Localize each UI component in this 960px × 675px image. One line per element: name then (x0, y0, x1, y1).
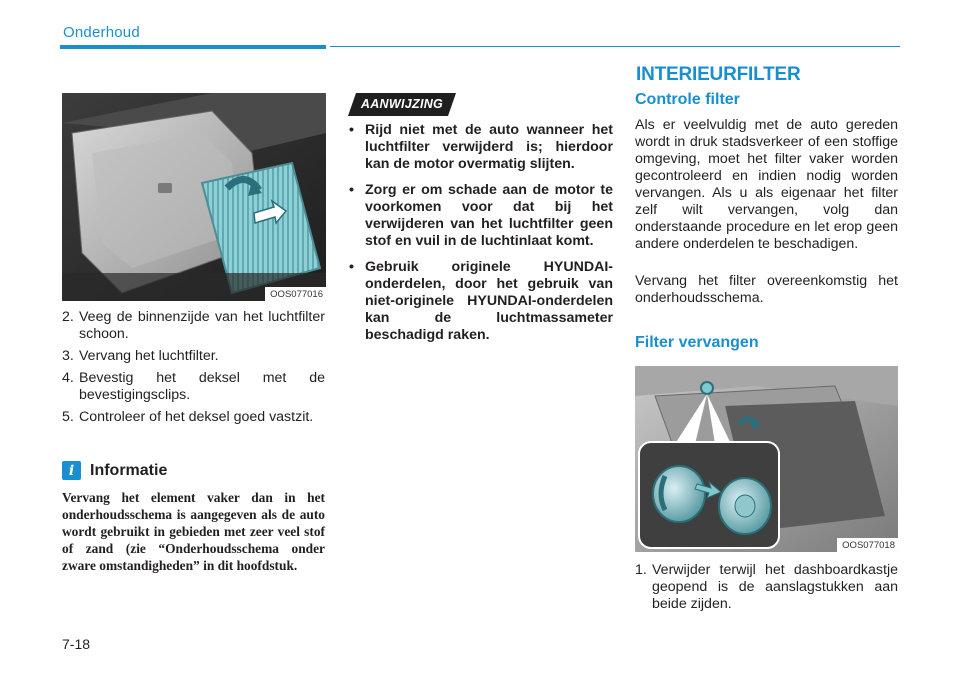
air-filter-illustration (62, 93, 326, 301)
bullet-text: Zorg er om schade aan de motor te voorkomen voor dat bij het verwijderen van het luchtfilter geen stof en vuil in de luchtinlaat komt. (365, 182, 613, 249)
step-text: Verwijder terwijl het dashboardkastje geopend is de aanslagstukken aan beide zijden. (652, 562, 898, 612)
check-paragraph-2: Vervang het filter overeenkomstig het onderhoudsschema. (635, 273, 898, 306)
list-item (347, 122, 613, 173)
glovebox-photo (635, 366, 898, 552)
note-label: AANWIJZING (360, 97, 444, 111)
list-item (62, 348, 325, 365)
list-item (62, 309, 325, 343)
list-item (347, 259, 613, 344)
step-text: Bevestig het deksel met de bevestigingsclips. (79, 370, 325, 403)
header-rule-thin (330, 46, 900, 47)
air-filter-photo (62, 93, 326, 301)
bullet-text: Gebruik originele HYUNDAI-onderdelen, door het gebruik van niet-originele HYUNDAI-onderdelen kan de luchtmassameter beschadigd raken. (365, 259, 613, 343)
note-bullets (347, 122, 613, 353)
step-number: 3. (62, 348, 74, 364)
photo-caption: OOS077016 (265, 287, 326, 301)
step-text: Veeg de binnenzijde van het luchtfilter schoon. (79, 309, 325, 342)
step-number: 1. (635, 562, 647, 578)
steps-list (62, 309, 325, 431)
page-title: INTERIEURFILTER (636, 64, 801, 85)
list-item (635, 562, 898, 613)
note-badge (348, 93, 456, 116)
replace-heading: Filter vervangen (635, 334, 759, 351)
step-number: 2. (62, 309, 74, 325)
info-body: Vervang het element vaker dan in het onderhoudsschema is aangegeven als de auto wordt gebruikt in gebieden met zeer veel stof of zand (zie “Onderhoudsschema onder zware omstandigheden” in dit hoofdstuk. (62, 490, 325, 573)
header-rule-thick (60, 45, 326, 49)
page-number: 7-18 (62, 636, 91, 652)
list-item (347, 182, 613, 250)
check-heading: Controle filter (635, 91, 740, 108)
bullet-dot: • (349, 182, 354, 198)
bullet-dot: • (349, 122, 354, 138)
step-text: Controleer of het deksel goed vastzit. (79, 409, 314, 425)
step-number: 4. (62, 370, 74, 386)
list-item (62, 409, 325, 426)
section-title: Onderhoud (63, 24, 140, 41)
bullet-text: Rijd niet met de auto wanneer het luchtfilter verwijderd is; hierdoor kan de motor overmatig slijten. (365, 122, 613, 172)
step-number: 5. (62, 409, 74, 425)
info-heading (62, 461, 167, 480)
photo-caption: OOS077018 (837, 538, 898, 552)
replace-steps-list (635, 562, 898, 618)
glovebox-illustration (635, 366, 898, 552)
list-item (62, 370, 325, 404)
info-title: Informatie (90, 461, 168, 479)
info-icon: i (62, 461, 81, 480)
step-text: Vervang het luchtfilter. (79, 348, 219, 364)
bullet-dot: • (349, 259, 354, 275)
check-paragraph-1: Als er veelvuldig met de auto gereden wordt in druk stadsverkeer of een stoffige omgeving, moet het filter vaker worden gecontroleerd en indien nodig worden vervangen. Als u als eigenaar het filter zelf wilt vervangen, volg dan onderstaande procedure en let erop geen andere onderdelen te beschadigen. (635, 117, 898, 252)
